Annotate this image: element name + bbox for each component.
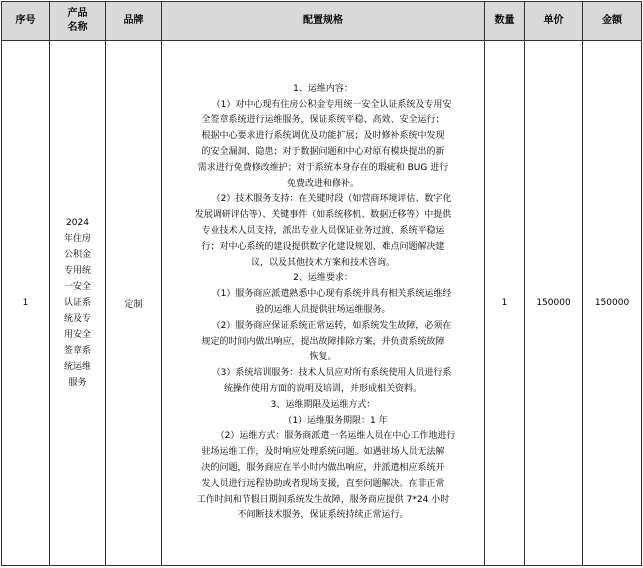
- spec-line: 行；对中心系统的建设提供数字化建设规划、难点问题解决建: [201, 241, 445, 252]
- row-brand: 定制: [106, 41, 162, 566]
- spec-line: 工作时间和节假日期间系统发生故障，服务商应提供 7*24 小时: [196, 494, 450, 505]
- product-name-line: 2024: [66, 218, 89, 228]
- spec-line: 根据中心要求进行系统调优及功能扩展；及时修补系统中发现: [201, 131, 445, 142]
- header-spec: 配置规格: [162, 2, 485, 41]
- header-qty: 数量: [485, 2, 525, 41]
- header-unit-price: 单价: [525, 2, 583, 41]
- spec-line: （1）服务商应派遣熟悉中心现有系统并具有相关系统运维经: [211, 289, 452, 300]
- row-spec: [162, 41, 485, 566]
- spec-line: 专业技术人员支持，派出专业人员保证业务过渡、系统平稳运: [201, 226, 445, 237]
- product-name-line: 公积金: [63, 250, 91, 260]
- spec-line: 需求进行免费修改维护；对于系统本身存在的瑕疵和 BUG 进行: [197, 162, 449, 173]
- spec-line: 3、运维期限及运维方式：: [270, 399, 376, 410]
- spec-line: （2）运维方式：服务商派遣一名运维人员在中心工作地进行: [215, 431, 456, 442]
- spec-line: 2、运维要求：: [293, 273, 353, 284]
- spec-line: （3）系统培训服务：技术人员应对所有系统使用人员进行系: [211, 368, 452, 379]
- spec-text: [162, 82, 484, 524]
- header-no: 序号: [2, 2, 50, 41]
- header-row: [2, 2, 642, 41]
- product-name-line: 服务: [68, 378, 87, 388]
- header-amount: 金额: [583, 2, 642, 41]
- row-no: 1: [2, 41, 50, 566]
- row-amount: 150000: [583, 41, 642, 566]
- row-qty: 1: [485, 41, 525, 566]
- spec-line: （2）服务商应保证系统正常运转，如系统发生故障，必须在: [211, 320, 452, 331]
- procurement-spec-table: [1, 1, 642, 566]
- spec-line: 全签章系统进行运维服务，保证系统平稳、高效、安全运行；: [201, 115, 445, 126]
- spec-line: 决的问题，服务商应在半小时内做出响应，并派遣相应系统开: [201, 462, 445, 473]
- product-name-line: 年住房: [63, 234, 91, 244]
- table-row: [2, 41, 642, 566]
- product-name-lines: [50, 215, 105, 391]
- product-name-line: 用安全: [63, 330, 91, 340]
- header-brand: 品牌: [106, 2, 162, 41]
- product-name-line: 签章系: [63, 346, 91, 356]
- spec-line: 恢复。: [309, 352, 337, 363]
- product-name-line: 统及专: [63, 314, 91, 324]
- product-name-line: 一安全: [63, 282, 91, 292]
- header-product-name-line: 产品: [67, 8, 88, 19]
- header-product-name: [50, 2, 106, 41]
- spec-line: 议，以及其他技术方案和技术咨询。: [250, 257, 395, 268]
- row-unit-price: 150000: [525, 41, 583, 566]
- row-product-name: [50, 41, 106, 566]
- spec-line: 发人员进行远程协助或者现场支援，直至问题解决。在非正常: [201, 478, 445, 489]
- product-name-line: 认证系: [63, 298, 91, 308]
- spec-line: 驻场运维工作，及时响应处理系统问题。如遇驻场人员无法解: [201, 447, 445, 458]
- spec-line: 发展调研评估等）、关键事件（如系统移机、数据迁移等）中提供: [194, 210, 452, 221]
- product-name-line: 专用统: [63, 266, 91, 276]
- spec-line: 免费改进和修补。: [286, 178, 359, 189]
- product-name-line: 统运维: [63, 362, 91, 372]
- spec-line: 统操作使用方面的说明及培训，并形成相关资料。: [223, 383, 422, 394]
- spec-line: 的安全漏洞、隐患；对于数据问题和中心对原有模块提出的新: [201, 147, 445, 158]
- spec-line: 验的运维人员提供驻场运维服务。: [255, 305, 391, 315]
- spec-line: 1、运维内容：: [293, 83, 353, 94]
- header-product-name-line: 名称: [67, 22, 88, 33]
- spec-line: （1）对中心现有住房公积金专用统一安全认证系统及专用安: [211, 99, 452, 110]
- spec-line: 规定的时间内做出响应，提出故障排除方案，并负责系统故障: [201, 336, 445, 347]
- spec-line: （1）运维服务期限：1 年: [283, 415, 388, 426]
- spec-line: 不间断技术服务，保证系统持续正常运行。: [237, 510, 409, 521]
- spec-line: （2）技术服务支持：在关键时段（如营商环境评估、数字化: [211, 194, 452, 205]
